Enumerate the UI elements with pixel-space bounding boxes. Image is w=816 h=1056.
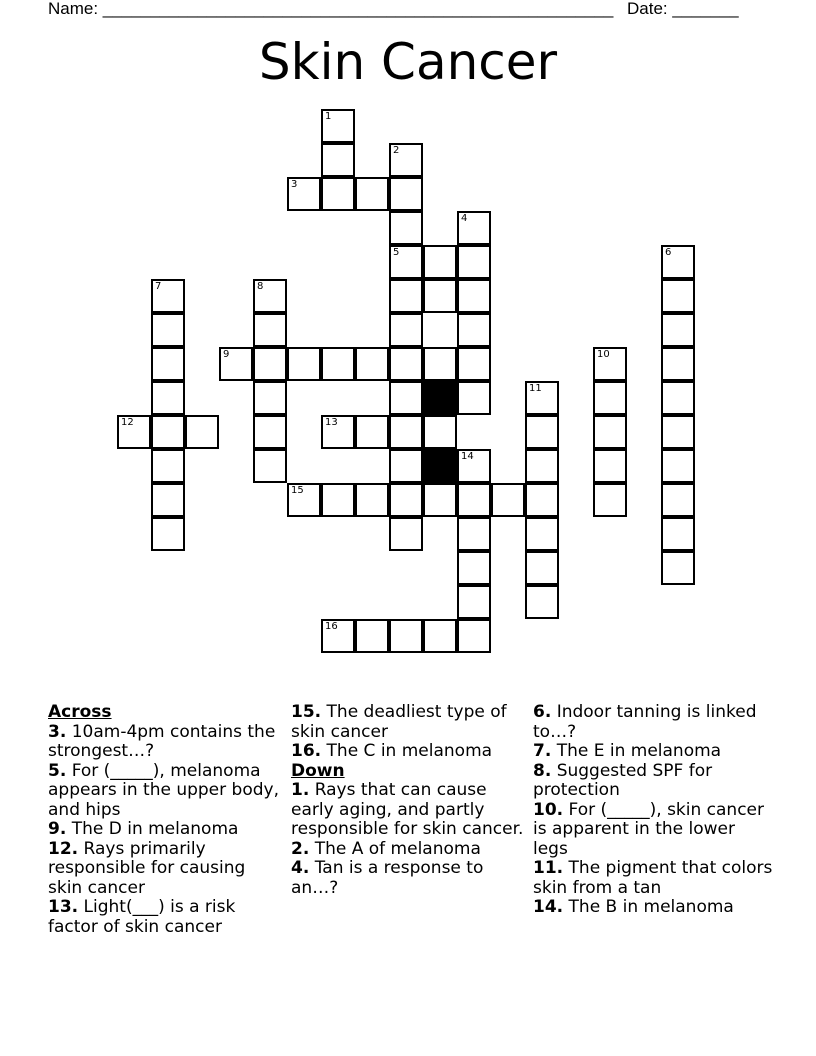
clue-number: 14 — [461, 451, 474, 462]
crossword-cell[interactable] — [661, 347, 695, 381]
crossword-cell[interactable] — [321, 177, 355, 211]
name-field-label: Name: ______________________________________________________ — [48, 0, 614, 18]
clue-number: 15 — [291, 485, 304, 496]
crossword-cell[interactable] — [525, 585, 559, 619]
crossword-cell[interactable] — [457, 211, 491, 245]
crossword-cell[interactable] — [253, 279, 287, 313]
crossword-cell[interactable] — [321, 143, 355, 177]
clue-down-6: 6. Indoor tanning is linked to…? — [533, 702, 757, 742]
crossword-cell[interactable] — [661, 279, 695, 313]
clue-column-2 — [291, 703, 527, 898]
crossword-cell[interactable] — [389, 483, 423, 517]
crossword-cell[interactable] — [389, 619, 423, 653]
clue-number: 5 — [393, 247, 400, 258]
crossword-cell[interactable] — [661, 517, 695, 551]
crossword-cell[interactable] — [151, 449, 185, 483]
crossword-cell[interactable] — [457, 347, 491, 381]
crossword-cell[interactable] — [389, 177, 423, 211]
crossword-cell[interactable] — [457, 551, 491, 585]
crossword-cell[interactable] — [287, 177, 321, 211]
crossword-cell[interactable] — [457, 313, 491, 347]
clue-across-9: 9. The D in melanoma — [48, 819, 239, 839]
clue-across-15: 15. The deadliest type of skin cancer — [291, 702, 507, 742]
crossword-cell[interactable] — [457, 279, 491, 313]
crossword-cell[interactable] — [287, 483, 321, 517]
crossword-cell[interactable] — [321, 619, 355, 653]
crossword-cell[interactable] — [219, 347, 253, 381]
crossword-cell[interactable] — [355, 177, 389, 211]
crossword-cell[interactable] — [457, 517, 491, 551]
crossword-cell[interactable] — [253, 415, 287, 449]
clue-down-14: 14. The B in melanoma — [533, 897, 734, 917]
crossword-cell[interactable] — [525, 517, 559, 551]
crossword-cell[interactable] — [253, 381, 287, 415]
clue-number: 4 — [461, 213, 468, 224]
clue-number: 9 — [223, 349, 230, 360]
clue-across-5: 5. For (_____), melanoma appears in the upper body, and hips — [48, 760, 279, 820]
clue-number: 10 — [597, 349, 610, 360]
clue-across-13: 13. Light(___) is a risk factor of skin cancer — [48, 897, 236, 937]
crossword-cell[interactable] — [423, 279, 457, 313]
clue-down-2: 2. The A of melanoma — [291, 838, 481, 859]
clue-number: 12 — [121, 417, 134, 428]
clue-number: 3 — [291, 179, 298, 190]
crossword-cell[interactable] — [151, 483, 185, 517]
date-field-label: Date: _______ — [627, 0, 739, 18]
clue-down-1: 1. Rays that can cause early aging, and partly responsible for skin cancer. — [291, 780, 524, 839]
crossword-cell[interactable] — [661, 415, 695, 449]
crossword-cell[interactable] — [389, 279, 423, 313]
crossword-cell[interactable] — [389, 381, 423, 415]
crossword-cell[interactable] — [525, 381, 559, 415]
crossword-cell[interactable] — [423, 415, 457, 449]
crossword-cell[interactable] — [355, 483, 389, 517]
crossword-cell[interactable] — [389, 245, 423, 279]
crossword-cell[interactable] — [355, 619, 389, 653]
crossword-cell[interactable] — [151, 517, 185, 551]
crossword-cell[interactable] — [389, 449, 423, 483]
crossword-cell[interactable] — [151, 415, 185, 449]
down-heading: Down — [291, 760, 345, 781]
clue-down-11: 11. The pigment that colors skin from a tan — [533, 858, 773, 898]
crossword-cell[interactable] — [525, 415, 559, 449]
clue-number: 6 — [665, 247, 672, 258]
crossword-cell[interactable] — [661, 449, 695, 483]
crossword-cell[interactable] — [525, 551, 559, 585]
crossword-cell[interactable] — [151, 313, 185, 347]
clue-number: 1 — [325, 111, 332, 122]
crossword-cell[interactable] — [423, 483, 457, 517]
clue-across-12: 12. Rays primarily responsible for causing skin cancer — [48, 838, 246, 898]
clue-number: 16 — [325, 621, 338, 632]
crossword-cell[interactable] — [117, 415, 151, 449]
crossword-cell[interactable] — [389, 517, 423, 551]
clue-number: 7 — [155, 281, 162, 292]
crossword-cell[interactable] — [355, 347, 389, 381]
clue-column-1 — [48, 703, 284, 937]
crossword-cell[interactable] — [321, 109, 355, 143]
crossword-cell[interactable] — [423, 347, 457, 381]
clue-number: 8 — [257, 281, 264, 292]
crossword-cell[interactable] — [457, 245, 491, 279]
crossword-cell[interactable] — [661, 245, 695, 279]
crossword-black-cell — [423, 381, 457, 415]
clue-down-7: 7. The E in melanoma — [533, 741, 722, 761]
across-heading: Across — [48, 702, 112, 722]
clue-column-3 — [533, 703, 773, 918]
crossword-cell[interactable] — [593, 381, 627, 415]
crossword-cell[interactable] — [525, 483, 559, 517]
crossword-cell[interactable] — [287, 347, 321, 381]
crossword-cell[interactable] — [355, 415, 389, 449]
clue-number: 11 — [529, 383, 542, 394]
crossword-cell[interactable] — [253, 347, 287, 381]
crossword-cell[interactable] — [457, 483, 491, 517]
crossword-cell[interactable] — [151, 381, 185, 415]
crossword-cell[interactable] — [593, 347, 627, 381]
clue-down-4: 4. Tan is a response to an…? — [291, 858, 484, 898]
crossword-cell[interactable] — [253, 449, 287, 483]
crossword-cell[interactable] — [321, 415, 355, 449]
clue-across-16: 16. The C in melanoma — [291, 741, 493, 761]
crossword-cell[interactable] — [321, 483, 355, 517]
crossword-cell[interactable] — [593, 449, 627, 483]
crossword-cell[interactable] — [389, 143, 423, 177]
crossword-cell[interactable] — [457, 585, 491, 619]
crossword-black-cell — [423, 449, 457, 483]
crossword-cell[interactable] — [661, 381, 695, 415]
crossword-cell[interactable] — [457, 619, 491, 653]
crossword-cell[interactable] — [185, 415, 219, 449]
crossword-cell[interactable] — [423, 619, 457, 653]
crossword-cell[interactable] — [389, 211, 423, 245]
page-title: Skin Cancer — [258, 33, 558, 91]
crossword-cell[interactable] — [321, 347, 355, 381]
crossword-cell[interactable] — [389, 415, 423, 449]
crossword-cell[interactable] — [389, 313, 423, 347]
clue-down-8: 8. Suggested SPF for protection — [533, 760, 713, 800]
crossword-cell[interactable] — [457, 449, 491, 483]
clue-number: 13 — [325, 417, 338, 428]
crossword-cell[interactable] — [253, 313, 287, 347]
crossword-cell[interactable] — [661, 551, 695, 585]
crossword-cell[interactable] — [389, 347, 423, 381]
clue-down-10: 10. For (_____), skin cancer is apparent in the lower legs — [533, 799, 765, 859]
clue-number: 2 — [393, 145, 400, 156]
crossword-cell[interactable] — [151, 279, 185, 313]
crossword-cell[interactable] — [151, 347, 185, 381]
crossword-cell[interactable] — [661, 313, 695, 347]
crossword-cell[interactable] — [593, 415, 627, 449]
crossword-cell[interactable] — [423, 245, 457, 279]
crossword-cell[interactable] — [661, 483, 695, 517]
clue-across-3: 3. 10am-4pm contains the strongest…? — [48, 721, 276, 761]
crossword-cell[interactable] — [525, 449, 559, 483]
crossword-cell[interactable] — [491, 483, 525, 517]
crossword-cell[interactable] — [457, 381, 491, 415]
crossword-cell[interactable] — [593, 483, 627, 517]
